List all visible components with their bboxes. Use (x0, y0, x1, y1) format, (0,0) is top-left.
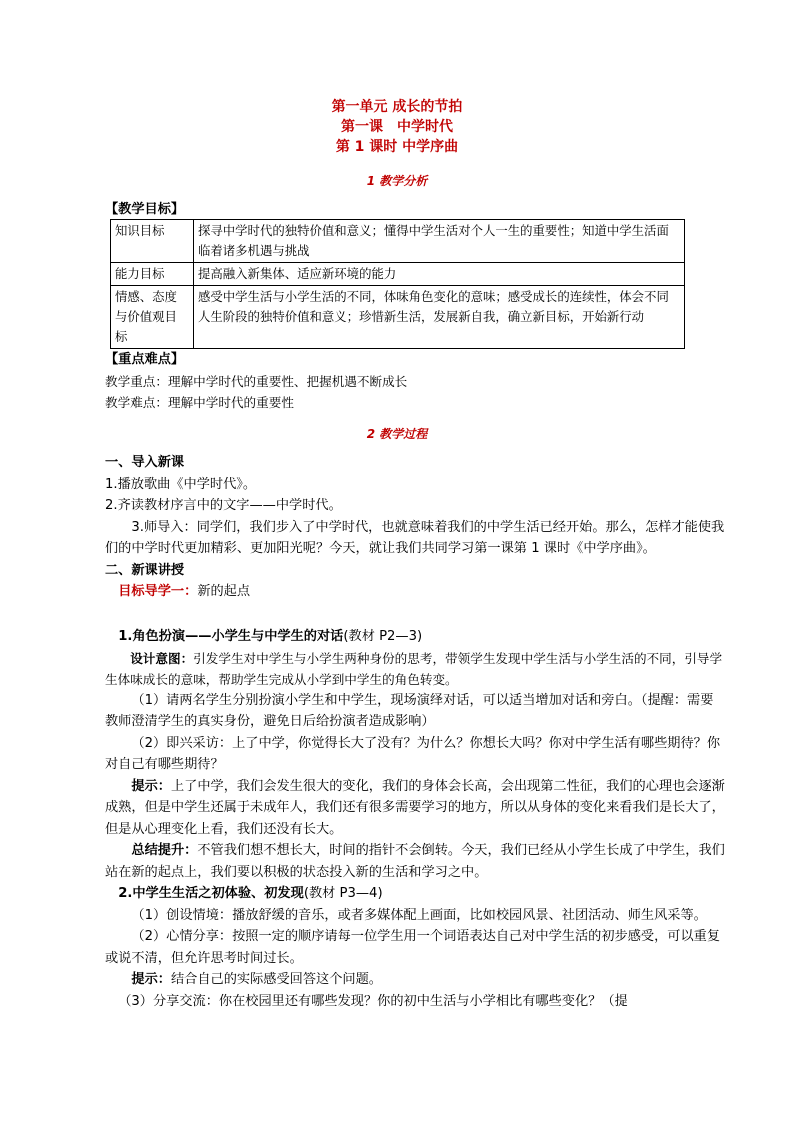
table-row (111, 220, 685, 263)
section-process: 2 教学过程 (366, 427, 428, 441)
focus-heading: 【重点难点】 (105, 352, 185, 367)
hint-text: 上了中学，我们会发生很大的变化，我们的身体会长高，会出现第二性征，我们的心理也会逐渐成熟，但是中学生还属于未成年人，我们还有很多需要学习的地方，所以从身体的变化来看我们是长大了，但是从心理变化上看，我们还没有长大。 (105, 778, 725, 837)
title-block (0, 97, 794, 157)
summary-text: 不管我们想不想长大，时间的指针不会倒转。今天，我们已经从小学生长成了中学生，我们站在新的起点上，我们要以积极的状态投入新的生活和学习之中。 (105, 843, 725, 880)
table-row (111, 286, 685, 349)
goals-table (110, 219, 685, 349)
hint-label: 提示： (131, 778, 171, 794)
part2-title-line (105, 883, 725, 905)
part2-title: 2.中学生生活之初体验、初发现 (118, 886, 304, 901)
new-lesson-heading: 二、新课讲授 (105, 562, 185, 578)
part1-block (105, 626, 725, 883)
goal-value: 感受中学生活与小学生活的不同，体味角色变化的意味；感受成长的连续性，体会不同人生阶段的独特价值和意义；珍惜新生活，发展新自我，确立新目标，开始新行动 (194, 286, 685, 349)
intro-heading: 一、导入新课 (105, 455, 185, 470)
step-item: （1）创设情境：播放舒缓的音乐，或者多媒体配上画面，比如校园风景、社团活动、师生风采等。 (131, 907, 707, 923)
section-analysis: 1 教学分析 (366, 174, 428, 188)
table-row (111, 263, 685, 286)
key-point: 教学重点：理解中学时代的重要性、把握机遇不断成长 (105, 373, 408, 389)
difficulty: 教学难点：理解中学时代的重要性 (105, 394, 294, 410)
hint-label: 提示： (131, 972, 171, 987)
summary-label: 总结提升： (131, 843, 198, 858)
goal-value: 探寻中学时代的独特价值和意义；懂得中学生活对个人一生的重要性；知道中学生活面临着诸多机遇与挑战 (194, 220, 685, 263)
unit-title: 第一单元 成长的节拍 (331, 99, 463, 115)
step-item: （1）请两名学生分别扮演小学生和中学生，现场演绎对话，可以适当增加对话和旁白。（提醒：需要教师澄清学生的真实身份，避免日后给扮演者造成影响） (105, 692, 714, 729)
part1-title: 1.角色扮演——小学生与中学生的对话 (118, 629, 344, 644)
focus-block (105, 349, 725, 413)
goal-value: 提高融入新集体、适应新环境的能力 (194, 263, 685, 286)
lesson-title: 第一课 中学时代 (341, 119, 453, 135)
intro-item: 2.齐读教材序言中的文字——中学时代。 (105, 498, 342, 513)
step-item: （2）即兴采访：上了中学，你觉得长大了没有？为什么？你想长大吗？你对中学生活有哪些期待？你对自己有哪些期待？ (105, 735, 721, 772)
period-title: 第 1 课时 中学序曲 (335, 139, 459, 155)
intro-item: 1.播放歌曲《中学时代》。 (105, 476, 257, 492)
part1-title-line (105, 626, 725, 648)
part2-ref: (教材 P3—4) (303, 886, 383, 901)
hint (105, 969, 725, 991)
intro-item: 3.师导入：同学们，我们步入了中学时代，也就意味着我们的中学生活已经开始。那么，怎样才能使我们的中学时代更加精彩、更加阳光呢？今天，就让我们共同学习第一课第 1 课时《中学序曲》。 (105, 519, 725, 556)
hint-text: 结合自己的实际感受回答这个问题。 (170, 972, 382, 987)
goals-heading: 【教学目标】 (105, 202, 185, 217)
design-label: 设计意图： (130, 650, 194, 666)
goal-line (105, 581, 725, 603)
goal-key: 情感、态度与价值观目标 (111, 286, 194, 349)
step-item: （2）心情分享：按照一定的顺序请每一位学生用一个词语表达自己对中学生活的初步感受，可以重复或说不清，但允许思考时间过长。 (105, 929, 721, 966)
hint (105, 776, 725, 841)
intro-block (105, 452, 725, 603)
goal-label: 目标导学一： (118, 584, 198, 599)
step-item: （3）分享交流：你在校园里还有哪些发现？你的初中生活与小学相比有哪些变化？（提 (118, 993, 628, 1009)
summary (105, 840, 725, 883)
part2-block (105, 883, 725, 1012)
goal-key: 知识目标 (111, 220, 194, 263)
design-text: 引发学生对中学生与小学生两种身份的思考，带领学生发现中学生活与小学生活的不同，引导学生体味成长的意味，帮助学生完成从小学到中学生的角色转变。 (105, 650, 723, 687)
goal-text: 新的起点 (197, 584, 251, 599)
design-intent (105, 648, 725, 690)
goal-key: 能力目标 (111, 263, 194, 286)
part1-ref: (教材 P2—3) (343, 629, 423, 644)
